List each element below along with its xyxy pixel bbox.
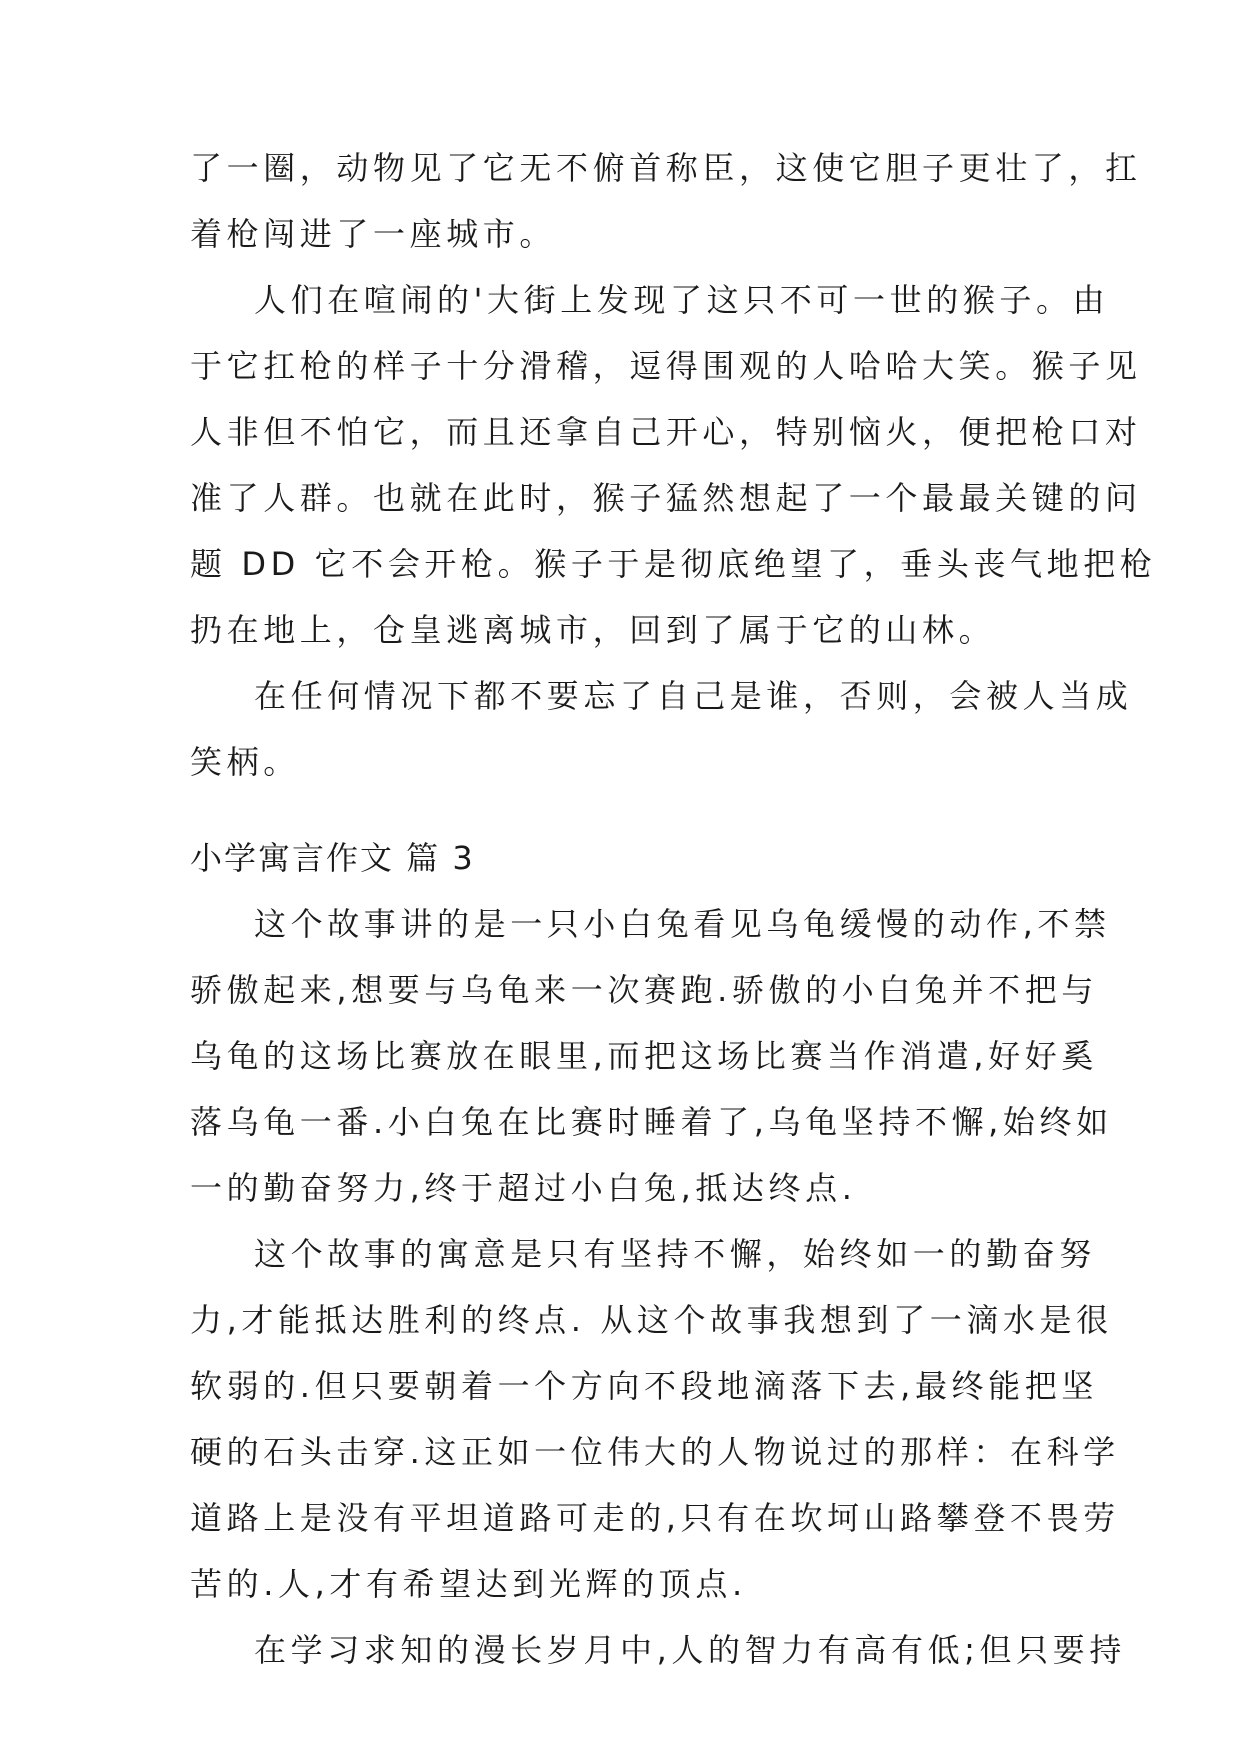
text-line: 软弱的.但只要朝着一个方向不段地滴落下去,最终能把坚: [190, 1367, 1098, 1405]
paragraph-start: 在学习求知的漫长岁月中,人的智力有高有低;但只要持: [254, 1631, 1126, 1669]
text-line: 了一圈，动物见了它无不俯首称臣，这使它胆子更壮了，扛: [190, 149, 1142, 187]
text-line: 扔在地上，仓皇逃离城市，回到了属于它的山林。: [190, 611, 996, 649]
text-line: 笑柄。: [190, 743, 300, 781]
text-line: 人非但不怕它，而且还拿自己开心，特别恼火，便把枪口对: [190, 413, 1142, 451]
paragraph-start: 这个故事讲的是一只小白兔看见乌龟缓慢的动作,不禁: [254, 905, 1111, 943]
text-line: 题 DD 它不会开枪。猴子于是彻底绝望了，垂头丧气地把枪: [190, 545, 1157, 583]
paragraph-start: 这个故事的寓意是只有坚持不懈，始终如一的勤奋努: [254, 1235, 1096, 1273]
section-heading: 小学寓言作文 篇 3: [190, 839, 475, 877]
text-line: 着枪闯进了一座城市。: [190, 215, 557, 253]
text-line: 落乌龟一番.小白兔在比赛时睡着了,乌龟坚持不懈,始终如: [190, 1103, 1113, 1141]
paragraph-start: 在任何情况下都不要忘了自己是谁，否则，会被人当成: [254, 677, 1133, 715]
text-line: 于它扛枪的样子十分滑稽，逗得围观的人哈哈大笑。猴子见: [190, 347, 1142, 385]
paragraph-start: 人们在喧闹的'大街上发现了这只不可一世的猴子。由: [254, 281, 1110, 319]
text-line: 乌龟的这场比赛放在眼里,而把这场比赛当作消遣,好好奚: [190, 1037, 1098, 1075]
text-line: 一的勤奋努力,终于超过小白兔,抵达终点.: [190, 1169, 857, 1207]
text-line: 力,才能抵达胜利的终点. 从这个故事我想到了一滴水是很: [190, 1301, 1113, 1339]
text-line: 准了人群。也就在此时，猴子猛然想起了一个最最关键的问: [190, 479, 1142, 517]
text-line: 硬的石头击穿.这正如一位伟大的人物说过的那样：在科学: [190, 1433, 1120, 1471]
text-line: 道路上是没有平坦道路可走的,只有在坎坷山路攀登不畏劳: [190, 1499, 1120, 1537]
text-line: 苦的.人,才有希望达到光辉的顶点.: [190, 1565, 747, 1603]
text-line: 骄傲起来,想要与乌龟来一次赛跑.骄傲的小白兔并不把与: [190, 971, 1098, 1009]
